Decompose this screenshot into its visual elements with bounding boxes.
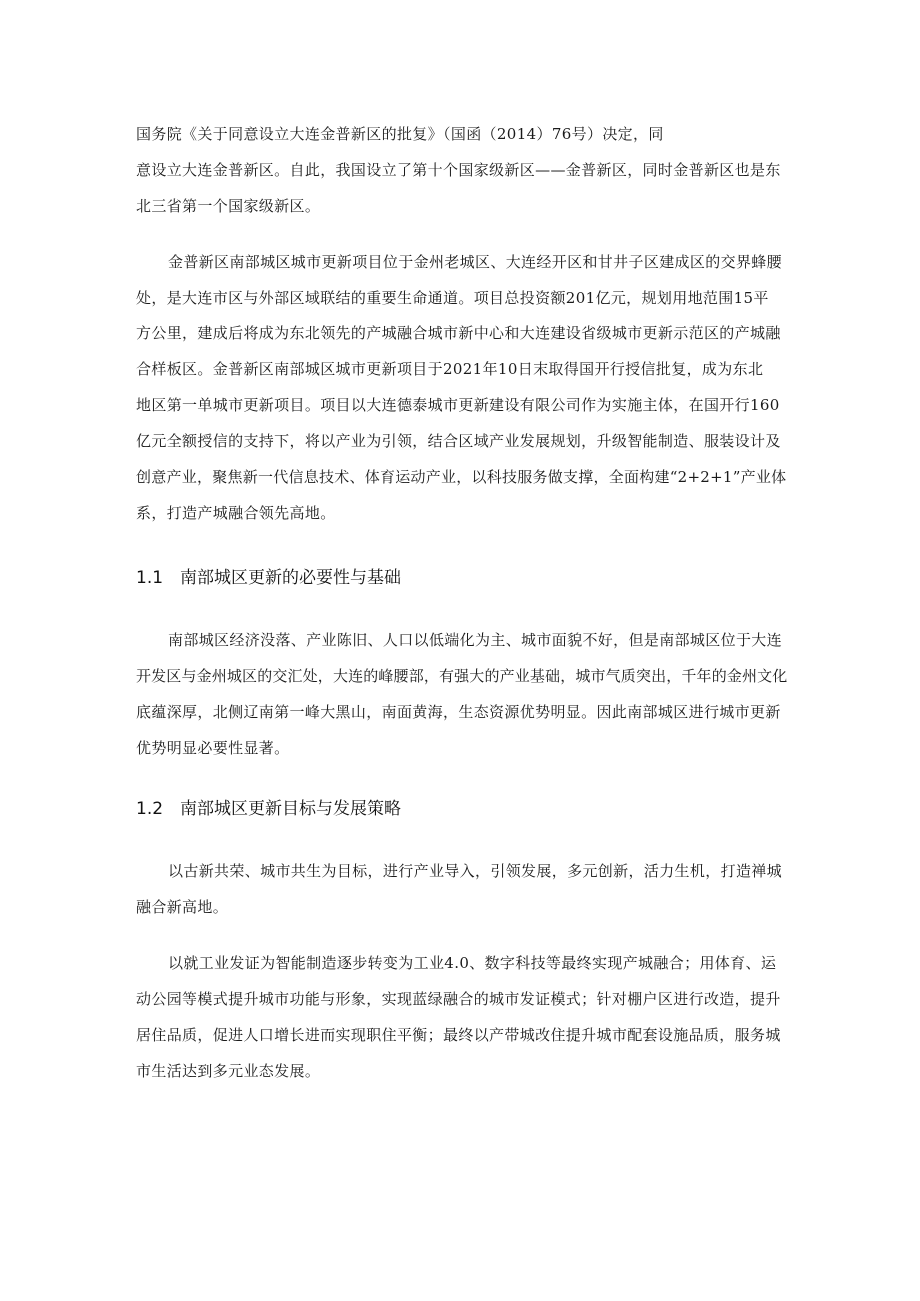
section-title: 南部城区更新的必要性与基础 (180, 568, 401, 588)
text-line: 国务院《关于同意设立大连金普新区的批复》（国函（2014）76号）决定，同 (136, 125, 664, 143)
text-line: 动公园等模式提升城市功能与形象，实现蓝绿融合的城市发证模式；针对棚户区进行改造，提升 (136, 990, 781, 1008)
text-line: 亿元全额授信的支持下，将以产业为引领，结合区域产业发展规划，升级智能制造、服装设计及 (136, 432, 781, 450)
text-line: 地区第一单城市更新项目。项目以大连德泰城市更新建设有限公司作为实施主体，在国开行160 (136, 396, 780, 414)
text-line: 融合新高地。 (136, 898, 229, 916)
section-number: 1.1 (136, 568, 164, 588)
text-line: 合样板区。金普新区南部城区城市更新项目于2021年10日末取得国开行授信批复，成为东北 (136, 360, 764, 378)
section-title: 南部城区更新目标与发展策略 (180, 799, 401, 819)
text-line: 居住品质，促进人口增长进而实现职住平衡；最终以产带城改住提升城市配套设施品质，服务城 (136, 1026, 781, 1044)
text-line: 优势明显必要性显著。 (136, 739, 290, 757)
text-line: 以就工业发证为智能制造逐步转变为工业4.0、数字科技等最终实现产城融合；用体育、运 (168, 954, 777, 972)
text-line: 南部城区经济没落、产业陈旧、人口以低端化为主、城市面貌不好，但是南部城区位于大连 (168, 631, 783, 649)
text-line: 方公里，建成后将成为东北领先的产城融合城市新中心和大连建设省级城市更新示范区的产城融 (136, 324, 781, 342)
text-line: 金普新区南部城区城市更新项目位于金州老城区、大连经开区和甘井子区建成区的交界蜂腰 (168, 253, 783, 271)
text-line: 北三省第一个国家级新区。 (136, 197, 321, 215)
section-heading-1-2 (136, 798, 401, 820)
text-line: 意设立大连金普新区。自此，我国设立了第十个国家级新区——金普新区，同时金普新区也是东 (136, 161, 781, 179)
text-line: 市生活达到多元业态发展。 (136, 1062, 321, 1080)
text-line: 创意产业，聚焦新一代信息技术、体育运动产业，以科技服务做支撑，全面构建“2+2+1”产业体 (136, 468, 787, 486)
text-line: 系，打造产城融合领先高地。 (136, 504, 336, 522)
section-heading-1-1 (136, 567, 401, 589)
text-line: 底蕴深厚，北侧辽南第一峰大黑山，南面黄海，生态资源优势明显。因此南部城区进行城市更新 (136, 703, 781, 721)
text-line: 处，是大连市区与外部区域联结的重要生命通道。项目总投资额201亿元，规划用地范围15平 (136, 289, 769, 307)
text-line: 开发区与金州城区的交汇处，大连的峰腰部，有强大的产业基础，城市气质突出，千年的金州文化 (136, 667, 788, 685)
text-line: 以古新共荣、城市共生为目标，进行产业导入，引领发展，多元创新，活力生机，打造禅城 (168, 862, 783, 880)
section-number: 1.2 (136, 799, 164, 819)
